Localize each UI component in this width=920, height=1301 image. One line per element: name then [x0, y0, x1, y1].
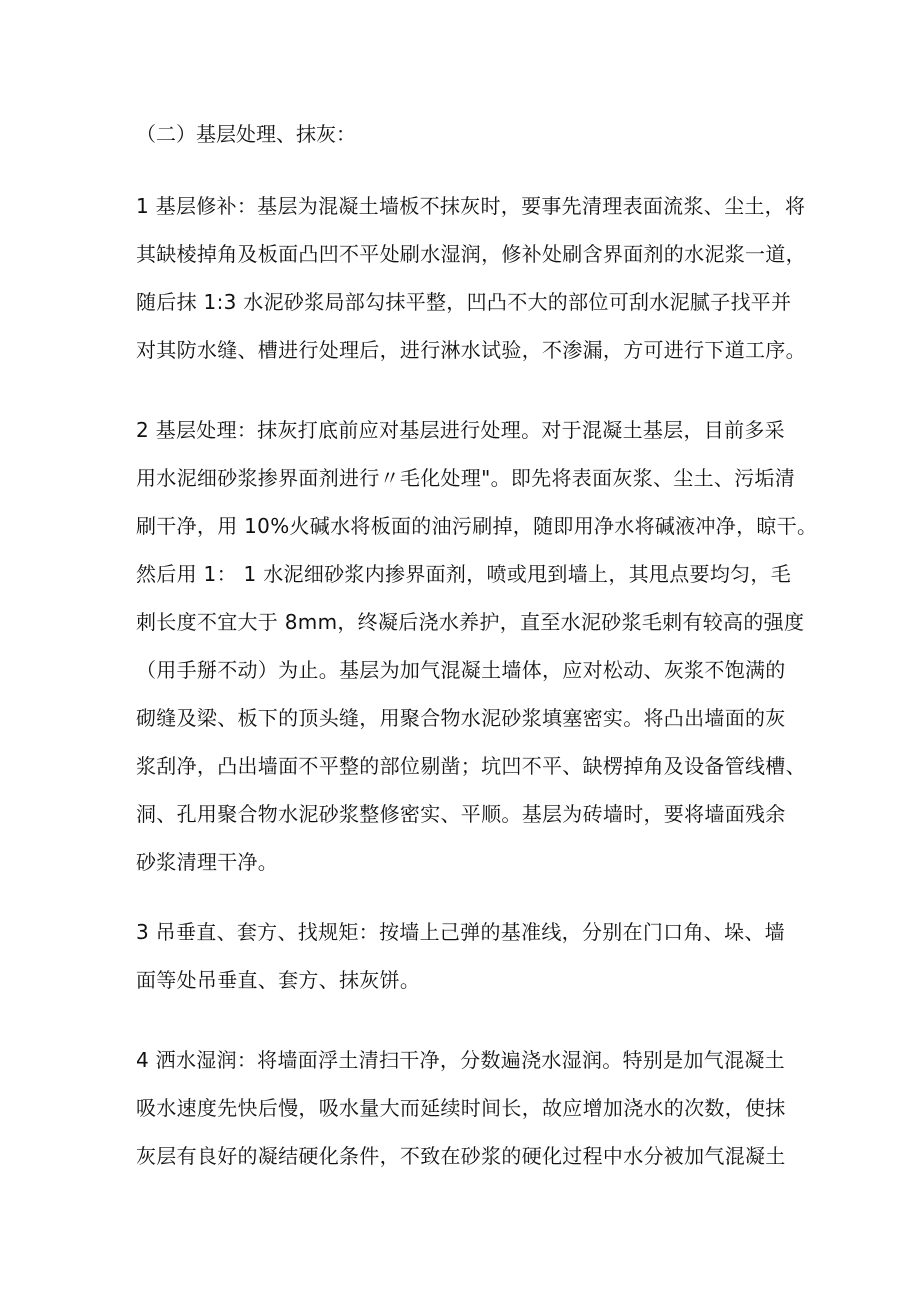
paragraph-line: 吸水速度先快后慢，吸水量大而延续时间长，故应增加浇水的次数，使抹 [136, 1096, 786, 1120]
paragraph-line: 洞、孔用聚合物水泥砂浆整修密实、平顺。基层为砖墙时，要将墙面残余 [136, 802, 786, 826]
paragraph-line: 灰层有良好的凝结硬化条件，不致在砂浆的硬化过程中水分被加气混凝土 [136, 1144, 786, 1168]
paragraph-line: 刷干净，用 10%火碱水将板面的油污刷掉，随即用净水将碱液冲净，晾干。 [136, 514, 818, 538]
paragraph-line: 对其防水缝、槽进行处理后，进行淋水试验，不渗漏，方可进行下道工序。 [136, 338, 806, 362]
paragraph-line: 随后抹 1:3 水泥砂浆局部勾抹平整，凹凸不大的部位可刮水泥腻子找平并 [136, 290, 792, 314]
paragraph-base-treatment [136, 406, 818, 886]
paragraph-line: 砌缝及梁、板下的顶头缝，用聚合物水泥砂浆填塞密实。将凸出墙面的灰 [136, 706, 786, 730]
paragraph-line: 然后用 1： 1 水泥细砂浆内掺界面剂，喷或甩到墙上，其甩点要均匀，毛 [136, 562, 792, 586]
paragraph-base-repair [136, 182, 806, 374]
paragraph-line: 其缺棱掉角及板面凸凹不平处刷水湿润，修补处刷含界面剂的水泥浆一道， [136, 242, 806, 266]
paragraph-plumb-square [136, 908, 796, 1004]
paragraph-line: 1 基层修补：基层为混凝土墙板不抹灰时，要事先清理表面流浆、尘土，将 [136, 194, 806, 218]
paragraph-water-wetting [136, 1036, 796, 1180]
paragraph-line: 3 吊垂直、套方、找规矩：按墙上己弹的基准线，分别在门口角、垛、墙 [136, 920, 785, 944]
paragraph-line: 4 洒水湿润：将墙面浮土清扫干净，分数遍浇水湿润。特别是加气混凝土 [136, 1048, 785, 1072]
section-heading: （二）基层处理、抹灰： [136, 122, 356, 146]
paragraph-line: 浆刮净，凸出墙面不平整的部位剔凿；坑凹不平、缺楞掉角及设备管线槽、 [136, 754, 806, 778]
paragraph-line: 砂浆清理干净。 [136, 850, 279, 874]
paragraph-line: 2 基层处理：抹灰打底前应对基层进行处理。对于混凝土基层，目前多采 [136, 418, 785, 442]
paragraph-line: 用水泥细砂浆掺界面剂进行〃毛化处理"。即先将表面灰浆、尘土、污垢清 [136, 466, 796, 490]
paragraph-line: （用手掰不动）为止。基层为加气混凝土墙体，应对松动、灰浆不饱满的 [136, 658, 786, 682]
paragraph-line: 面等处吊垂直、套方、抹灰饼。 [136, 968, 421, 992]
paragraph-line: 刺长度不宜大于 8mm，终凝后浇水养护，直至水泥砂浆毛刺有较高的强度 [136, 610, 805, 634]
